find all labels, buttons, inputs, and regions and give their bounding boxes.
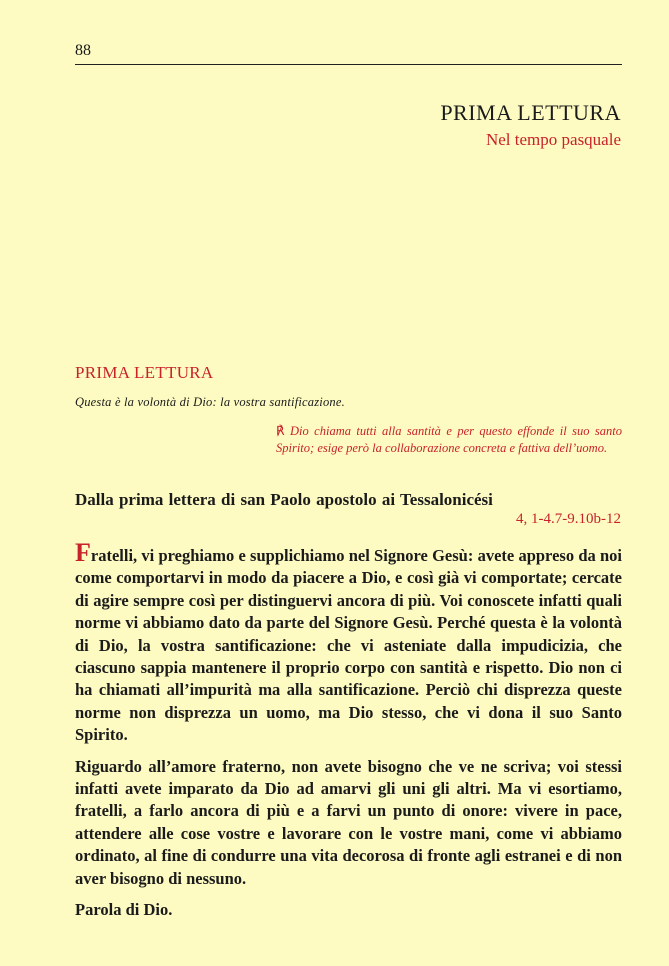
page-subtitle: Nel tempo pasquale [485, 130, 621, 149]
reading-paragraph-text: ratelli, vi preghiamo e supplichiamo nel Signore Gesù: avete appreso da noi come comportarvi in modo da piacere a Dio, e così già vi comportate; cercate di agire sempre così per distinguervi ancora di più. Voi conoscete infatti quali norme vi abbiamo dato da parte del Signore Gesù. Perché questa è la volontà di Dio, la vostra santificazione: che vi asteniate dalla impudicizia, che ciascuno sappia mantenere il proprio corpo con santità e rispetto. Dio non ci ha chiamati all’impurità ma alla santificazione. Perciò chi disprezza queste norme non disprezza un uomo, ma Dio stesso, che vi dona il suo Santo Spirito. [75, 546, 622, 745]
page-title: PRIMA LETTURA [440, 100, 621, 125]
reading-closing: Parola di Dio. [75, 900, 173, 920]
page-number: 88 [75, 42, 91, 59]
reading-note-text: Dio chiama tutti alla santità e per questo effonde il suo santo Spirito; esige però la collaborazione concreta e fattiva dell’uomo. [276, 424, 622, 455]
reading-label: PRIMA LETTURA [75, 363, 214, 382]
drop-cap: F [75, 538, 91, 567]
reading-body [75, 538, 622, 931]
scripture-reference: 4, 1-4.7-9.10b-12 [516, 511, 621, 527]
reading-antiphon: Questa è la volontà di Dio: la vostra santificazione. [75, 395, 345, 409]
header-rule [75, 64, 622, 65]
reading-paragraph: Riguardo all’amore fraterno, non avete bisogno che ve ne scriva; voi stessi infatti avete imparato da Dio ad amarvi gli uni gli altri. Ma vi esortiamo, fratelli, a farlo ancora di più e a farvi un punto di onore: vivere in pace, attendere alle cose vostre e lavorare con le vostre mani, come vi abbiamo ordinato, al fine di condurre una vita decorosa di fronte agli estranei e di non aver bisogno di nessuno. [75, 756, 622, 888]
reading-note [276, 423, 622, 456]
reading-paragraph [75, 538, 622, 747]
reading-source: Dalla prima lettera di san Paolo apostolo ai Tessalonicési [75, 490, 493, 509]
response-symbol: ℟ [276, 424, 285, 438]
